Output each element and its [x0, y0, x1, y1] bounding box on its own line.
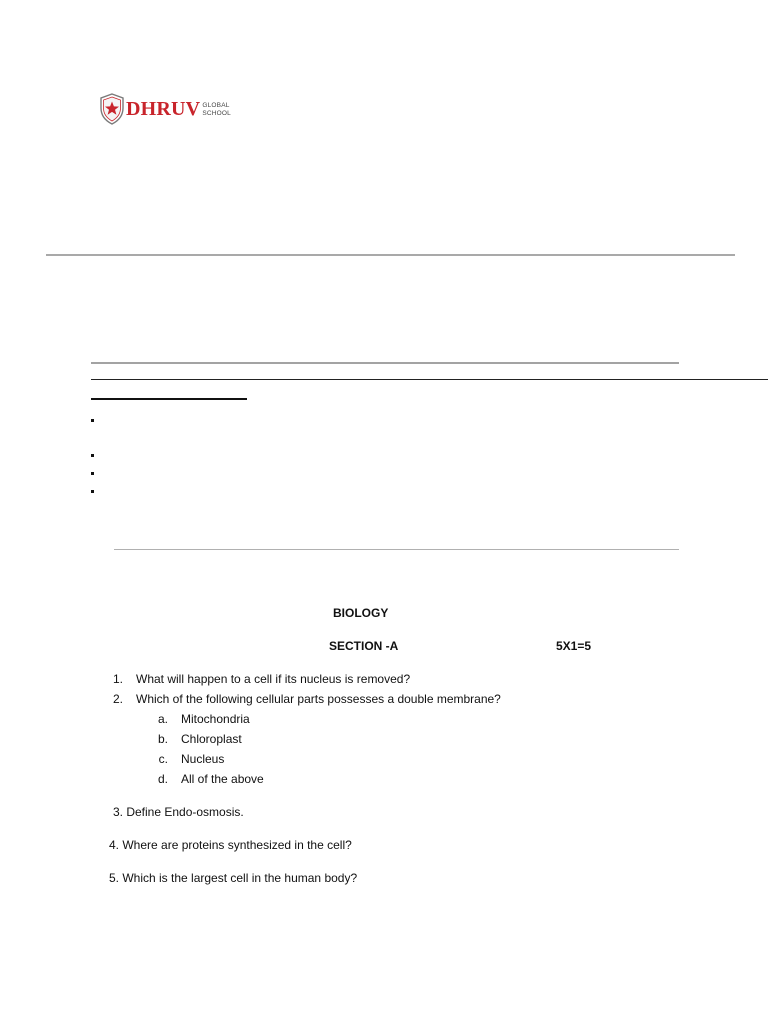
list-bullet: [91, 472, 94, 475]
underline-heading: [91, 398, 247, 400]
logo-wordmark: DHRUV: [126, 98, 201, 120]
logo-subtitle: [202, 102, 231, 118]
school-logo: [99, 92, 231, 126]
divider-before-questions: [114, 549, 679, 550]
option-text: Nucleus: [181, 752, 225, 766]
question-text: What will happen to a cell if its nucleus is removed?: [136, 672, 411, 686]
section-heading: SECTION -A: [329, 639, 399, 653]
question-text: 5. Which is the largest cell in the human body?: [109, 871, 358, 885]
option-text: Chloroplast: [181, 732, 242, 746]
list-bullet: [91, 419, 94, 422]
shield-star-icon: [99, 93, 125, 125]
question-text: Which of the following cellular parts possesses a double membrane?: [136, 692, 501, 706]
option-letter: a.: [157, 712, 168, 726]
subject-heading: BIOLOGY: [333, 606, 389, 620]
option-letter: d.: [157, 772, 168, 786]
list-bullet: [91, 490, 94, 493]
divider-info-top: [91, 362, 679, 364]
logo-subtitle-line1: GLOBAL: [202, 101, 230, 109]
logo-subtitle-line2: SCHOOL: [202, 109, 231, 117]
marks-label: 5X1=5: [556, 639, 592, 653]
divider-top: [46, 254, 735, 256]
option-text: Mitochondria: [181, 712, 250, 726]
option-letter: b.: [157, 732, 168, 746]
question-text: 3. Define Endo-osmosis.: [113, 805, 244, 819]
question-number: 1.: [112, 672, 123, 686]
divider-info-line: [91, 379, 768, 380]
list-bullet: [91, 454, 94, 457]
option-letter: c.: [158, 752, 168, 766]
question-number: 2.: [112, 692, 123, 706]
option-text: All of the above: [181, 772, 264, 786]
question-text: 4. Where are proteins synthesized in the cell?: [109, 838, 352, 852]
